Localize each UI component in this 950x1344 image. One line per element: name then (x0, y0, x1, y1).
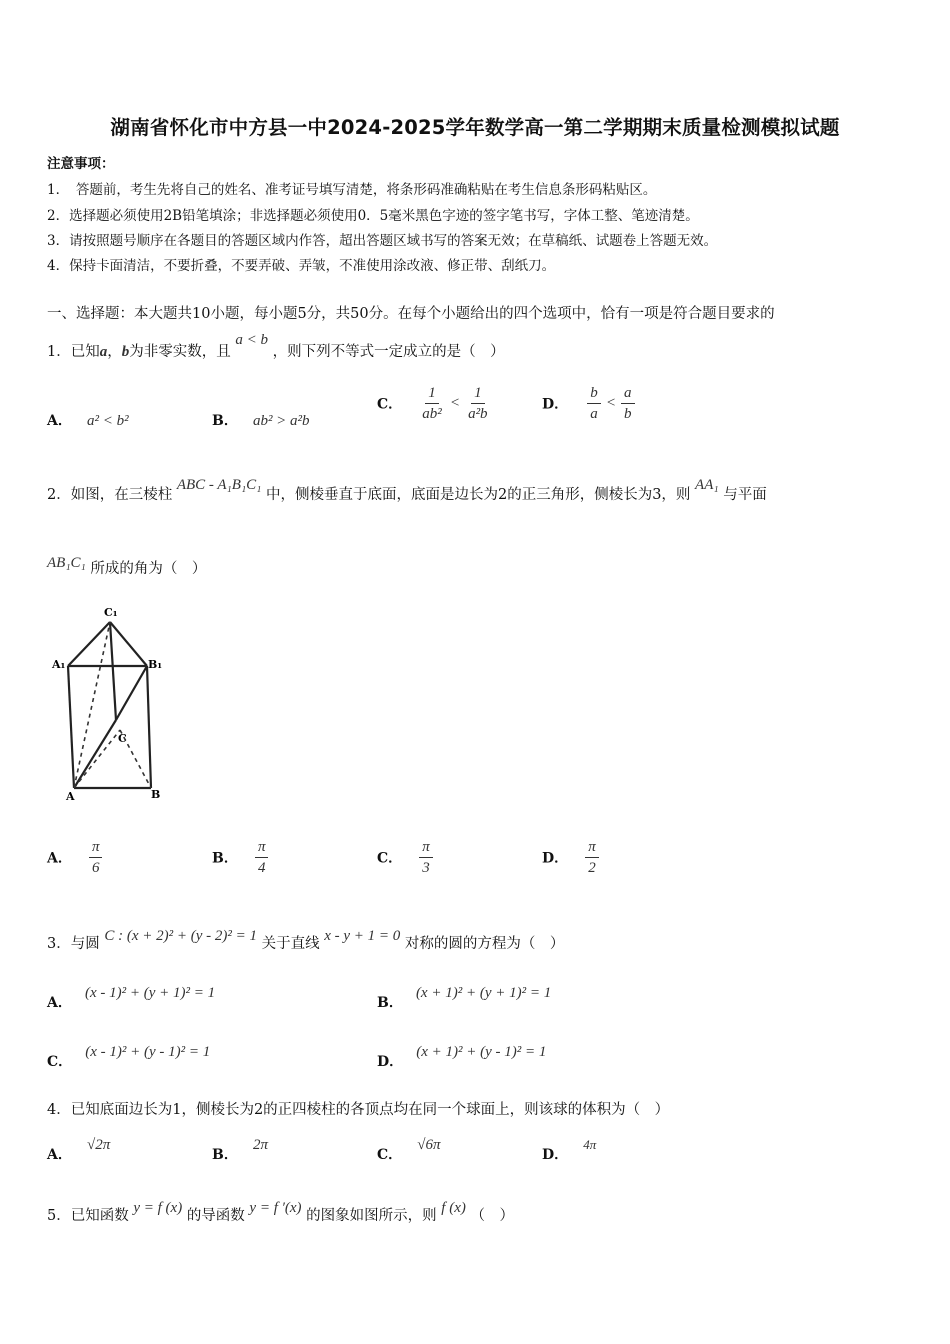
q2-option-b-label: B． (212, 850, 238, 867)
q3-option-a-expr: (x - 1)² + (y + 1)² = 1 (84, 985, 216, 1001)
q5-text-1: 5．已知函数 (47, 1208, 129, 1224)
q5-function: y = f (x) (133, 1200, 183, 1216)
q2-option-b-fraction (255, 838, 269, 877)
q2-option-a-label: A． (47, 850, 72, 867)
q1-text-1: 1．已知 (47, 344, 100, 360)
q1c-left-num: 1 (425, 384, 439, 404)
q1-option-d[interactable] (542, 384, 635, 423)
q4-option-b[interactable] (212, 1134, 268, 1163)
q1c-left-den: ab² (422, 406, 442, 422)
q2-edge: AA₁ (695, 477, 719, 493)
q1-text-2: 为非零实数，且 (129, 344, 231, 360)
q2-option-c-fraction (419, 838, 433, 877)
q2a-num: π (89, 838, 103, 858)
edge-c1-b1 (110, 622, 147, 666)
q4-option-c-label: C． (377, 1147, 403, 1163)
q3-text-1: 3．与圆 (47, 936, 100, 952)
note-item-3: 3．请按照题号顺序在各题目的答题区域内作答，超出答题区域书写的答案无效；在草稿纸、试题卷上答题无效。 (47, 233, 718, 249)
q1d-right-num: a (621, 384, 635, 404)
q1-condition: a < b (235, 332, 268, 348)
q2-option-a[interactable] (47, 838, 102, 877)
q3-circle: C : (x + 2)² + (y - 2)² = 1 (104, 928, 257, 944)
q5-derivative: y = f ′(x) (249, 1200, 302, 1216)
question-5-stem (47, 1200, 514, 1225)
edge-a1-a (68, 666, 74, 788)
q3-text-2: 关于直线 (261, 936, 320, 952)
q1-text-3: ，则下列不等式一定成立的是（ ） (272, 344, 505, 360)
q5-fx: f (x) (441, 1200, 466, 1216)
q2c-num: π (419, 838, 433, 858)
prism-figure (50, 600, 190, 810)
q2-option-d-label: D． (542, 850, 569, 867)
q3-option-c[interactable] (47, 1041, 211, 1070)
notes-heading: 注意事项： (47, 156, 115, 172)
q4-option-d-expr: 4π (583, 1137, 597, 1152)
segment-mid-b1 (116, 666, 147, 720)
question-2-stem (47, 477, 767, 504)
q4-option-a[interactable] (47, 1134, 111, 1163)
q2d-den: 2 (588, 860, 596, 876)
q1c-op: < (449, 395, 460, 411)
q2-option-c-label: C． (377, 850, 403, 867)
edge-b1-b (147, 666, 151, 788)
q4-option-b-label: B． (212, 1147, 238, 1163)
q1-option-d-label: D． (542, 396, 569, 413)
note-item-2: 2．选择题必须使用2B铅笔填涂；非选择题必须使用0．5毫米黑色字迹的签字笔书写，字体工整、笔迹清楚。 (47, 208, 699, 224)
edge-c1-a1 (68, 622, 110, 666)
q5-text-4: （ ） (470, 1208, 514, 1224)
q1-option-b[interactable] (212, 410, 310, 430)
q1-option-a-expr: a² < b² (86, 413, 129, 429)
note-item-4: 4．保持卡面清洁，不要折叠，不要弄破、弄皱，不准使用涂改液、修正带、刮纸刀。 (47, 258, 556, 274)
q2b-den: 4 (257, 860, 266, 876)
question-2-stem-line2 (47, 557, 206, 578)
question-4-stem: 4．已知底面边长为1，侧棱长为2的正四棱柱的各顶点均在同一个球面上，则该球的体积为（ ） (47, 1102, 670, 1118)
q3-option-b-expr: (x + 1)² + (y + 1)² = 1 (415, 985, 552, 1001)
q3-line: x - y + 1 = 0 (324, 928, 401, 944)
q3-option-a[interactable] (47, 982, 216, 1011)
q1-option-a-label: A． (47, 413, 72, 429)
q3-option-d-label: D． (377, 1054, 404, 1070)
q2b-num: π (255, 838, 269, 858)
q1d-left-num: b (587, 384, 601, 404)
q3-option-a-label: A． (47, 995, 72, 1011)
q2-option-d[interactable] (542, 838, 599, 877)
segment-c1-mid (110, 622, 116, 720)
q1-option-b-expr: ab² > a²b (252, 413, 310, 429)
q1c-right-den: a²b (468, 406, 488, 422)
q1c-right-num: 1 (471, 384, 485, 404)
q4-option-c[interactable] (377, 1134, 441, 1163)
q1-option-c-right-fraction (465, 384, 491, 423)
q3-option-b[interactable] (377, 982, 552, 1011)
q2-text-1: 2．如图，在三棱柱 (47, 487, 173, 503)
q1-option-d-right-fraction (621, 384, 635, 423)
q1d-right-den: b (624, 406, 632, 422)
q1-option-c-left-fraction (419, 384, 445, 423)
label-b: B (151, 788, 161, 801)
q5-text-3: 的图象如图所示，则 (306, 1208, 437, 1224)
label-a: A (66, 790, 75, 803)
label-c1: C₁ (104, 606, 118, 619)
q3-option-d[interactable] (377, 1041, 547, 1070)
q1d-left-den: a (590, 406, 598, 422)
question-3-stem (47, 928, 565, 953)
note-item-1: 1． 答题前，考生先将自己的姓名、准考证号填写清楚，将条形码准确粘贴在考生信息条形码粘贴区。 (47, 182, 657, 198)
q1-option-d-left-fraction (587, 384, 601, 423)
q1d-op: < (605, 395, 616, 411)
q1-option-c-label: C． (377, 396, 403, 413)
label-c: C (118, 732, 127, 745)
label-a1: A₁ (52, 658, 66, 671)
page-title: 湖南省怀化市中方县一中2024-2025学年数学高一第二学期期末质量检测模拟试题 (110, 116, 840, 139)
q4-option-a-expr: √2π (86, 1137, 111, 1153)
q2c-den: 3 (422, 860, 430, 876)
label-b1: B₁ (148, 658, 163, 671)
q4-option-c-expr: √6π (417, 1137, 441, 1153)
question-1-stem (47, 332, 505, 361)
q5-text-2: 的导函数 (186, 1208, 245, 1224)
q1-option-b-label: B． (212, 413, 238, 429)
q2a-den: 6 (91, 860, 100, 876)
q3-option-d-expr: (x + 1)² + (y - 1)² = 1 (416, 1044, 547, 1060)
q2-text-4: 所成的角为（ ） (90, 561, 207, 577)
section-heading: 一、选择题：本大题共10小题，每小题5分，共50分。在每个小题给出的四个选项中，恰有一项是符合题目要求的 (47, 306, 775, 322)
q3-option-c-label: C． (47, 1054, 73, 1070)
q4-option-a-label: A． (47, 1147, 72, 1163)
q1-option-c[interactable] (377, 384, 491, 423)
q4-option-d[interactable] (542, 1134, 597, 1163)
q4-option-b-expr: 2π (252, 1137, 268, 1153)
q2-plane: AB₁C₁ (47, 555, 86, 571)
q1-sep: ， (107, 344, 122, 360)
q3-text-3: 对称的圆的方程为（ ） (404, 936, 565, 952)
q2-option-a-fraction (89, 838, 103, 877)
q2-text-2: 中，侧棱垂直于底面，底面是边长为2的正三角形，侧棱长为3，则 (265, 487, 691, 503)
q1-var-b: b (121, 344, 130, 360)
dashed-a-c1 (74, 622, 110, 788)
q4-option-d-label: D． (542, 1147, 569, 1163)
q2-option-b[interactable] (212, 838, 268, 877)
q2-text-3: 与平面 (723, 487, 767, 503)
q3-option-c-expr: (x - 1)² + (y - 1)² = 1 (85, 1044, 211, 1060)
q1-option-a[interactable] (47, 410, 129, 430)
q2d-num: π (585, 838, 599, 858)
q2-option-d-fraction (585, 838, 599, 877)
q3-option-b-label: B． (377, 995, 403, 1011)
dashed-a-c (74, 730, 120, 788)
q1-var-a: a (99, 344, 108, 360)
q2-option-c[interactable] (377, 838, 433, 877)
segment-a-mid (74, 720, 116, 788)
q2-prism: ABC - A₁B₁C₁ (176, 477, 262, 493)
